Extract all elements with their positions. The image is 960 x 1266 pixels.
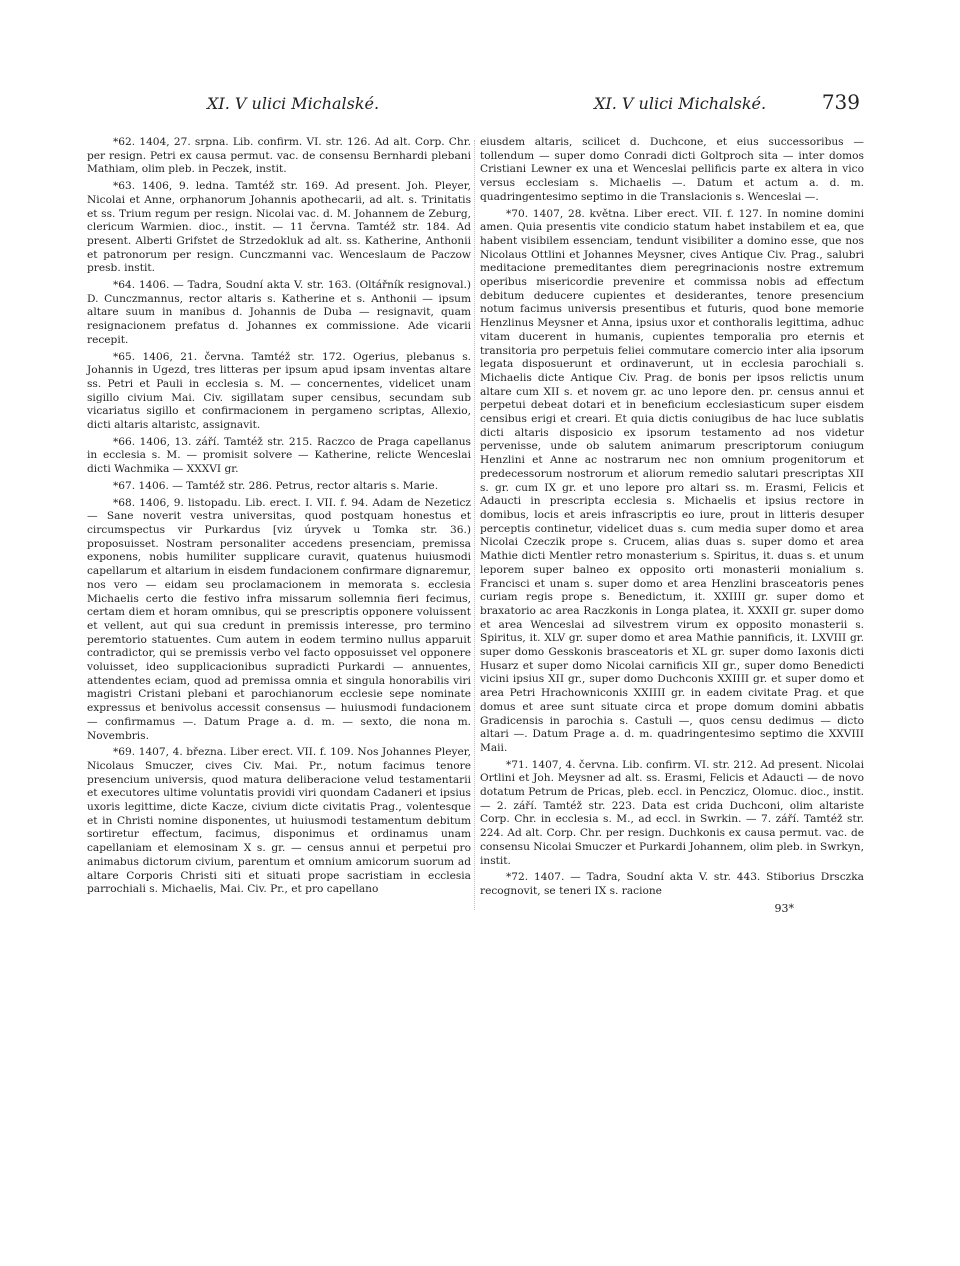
left-running-title: XI. V ulici Michalské. xyxy=(207,94,380,113)
entry-65: *65. 1406, 21. června. Tamtéž str. 172. Ogerius, plebanus s. Johannis in Ugezd, tres litteras per ipsum apud ipsam inventas altare ss. Petri et Pauli in ecclesia s. M. — concernentes, videlicet unam sigillo civium Mai. Civ. sigillatam super censibus, secundam sub vicariatus sigillo et confirmacionem in pergameno scriptas, Allexio, dicti altaris altaristc, assignavit. xyxy=(87,350,471,432)
entry-63: *63. 1406, 9. ledna. Tamtéž str. 169. Ad present. Joh. Pleyer, Nicolai et Anne, orphanorum Johannis apothecarii, ad alt. s. Trinitatis et ss. Trium regum per resign. Nicolai vac. d. M. Johannem de Zeburg, clericum Warmien. dioc., instit. — 11 června. Tamtéž str. 184. Ad present. Alberti Grifstet de Strzedokluk ad alt. ss. Katherine, Anthonii et patronorum per resign. Cunczmanni vac. Wenceslaum de Paczow presb. instit. xyxy=(87,180,471,275)
column-divider xyxy=(474,140,475,910)
page-number: 739 xyxy=(821,90,860,114)
entry-71: *71. 1407, 4. června. Lib. confirm. VI. str. 212. Ad present. Nicolai Ortlini et Joh. Meysner ad alt. ss. Erasmi, Felicis et Adaucti — de novo dotatum Petrum de Pricas, pleb. eccl. in Penczicz, Olomuc. dioc., instit. — 2. září. Tamtéž str. 223. Data est crida Duchconi, olim altariste Corp. Chr. in ecclesia s. M., ad eccl. in Swrkin. — 7. září. Tamtéž str. 224. Ad alt. Corp. Chr. per resign. Duchkonis ex causa permut. vac. de consensu Nicolai Smuczer et Purkardi Johannem, olim pleb. in Swrkyn, instit. xyxy=(480,758,864,867)
entry-62: *62. 1404, 27. srpna. Lib. confirm. VI. str. 126. Ad alt. Corp. Chr. per resign. Petri ex causa permut. vac. de consensu Bernhardi plebani Mathiam, olim pleb. in Peczek, instit. xyxy=(87,136,471,176)
entry-72: *72. 1407. — Tadra, Soudní akta V. str. 443. Stiborius Drsczka recognovit, se teneri IX s. racione xyxy=(480,871,864,897)
entry-67: *67. 1406. — Tamtéž str. 286. Petrus, rector altaris s. Marie. xyxy=(113,479,439,492)
right-text-column xyxy=(480,136,864,915)
running-header xyxy=(80,90,860,120)
entry-64: *64. 1406. — Tadra, Soudní akta V. str. 163. (Oltářník resignoval.) D. Cunczmannus, rector altaris s. Katherine et s. Anthonii — ipsum altare suum in manibus d. Johannis de Duba — resignavit, quam resignacionem prefatus d. Johannes ex commissione. Ade vicarii recepit. xyxy=(87,279,471,346)
right-running-title: XI. V ulici Michalské. xyxy=(594,94,767,113)
entry-66: *66. 1406, 13. září. Tamtéž str. 215. Raczco de Praga capellanus in ecclesia s. M. — promisit solvere — Katherine, relicte Wenceslai dicti Wachmika — XXXVI gr. xyxy=(87,435,471,476)
entry-69: *69. 1407, 4. března. Liber erect. VII. f. 109. Nos Johannes Pleyer, Nicolaus Smuczer, cives Civ. Mai. Pr., notum facimus tenore presencium universis, quod matura deliberacione velud testamentarii et executores ultime voluntatis providi viri quondam Cadaneri et ipsius uxoris legittime, dicte Kacze, civium dicte civitatis Prag., volentesque et in Christi nomine disponentes, ut huiusmodi testamentum debitum sortiretur effectum, facimus, disponimus et ordinamus unam capellaniam et elemosinam X s. gr. — census annui et perpetui pro animabus dictorum civium, parentum et omnium amicorum suorum ad altare Corporis Christi siti et situati prope sacristiam in ecclesia parrochiali s. Michaelis, Mai. Civ. Pr., et pro capellano xyxy=(87,746,471,896)
signature-mark: 93* xyxy=(774,901,794,915)
left-text-column xyxy=(87,136,471,900)
entry-70: *70. 1407, 28. května. Liber erect. VII. f. 127. In nomine domini amen. Quia presentis vite condicio statum habet instabilem et ea, que habent visibilem essenciam, tendunt visibiliter a domino esse, que nos Nicolaus Ottlini et Johannes Meysner, cives Antique Civ. Prag., salubri meditacione premeditantes diem peregrinacionis nostre extremum operibus misericordie prevenire et commissa nobis ad effectum debitum deducere cupientes et desiderantes, tenore presencium notum facimus universis presentibus et futuris, quod bone memorie Henzlinus Meysner et Anna, ipsius uxor et conthoralis legittima, adhuc vitam ducerent in humanis, cupientes temporalia pro eternis et transitoria pro perpetuis feliei commutare comercio inter alia ipsorum legata disposuerunt et ordinaverunt, ut in ecclesia parochiali s. Michaelis dicte Antique Civ. Prag. de bonis per ipsos relictis unum altare cum XII s. et novem gr. ac uno lepore den. pr. census annui et perpetui debeat dotari et in beneficium ecclesiasticum super eisdem censibus erigi et creari. Et quia dictis coniugibus de hac luce sublatis dicti altaris disposicio ex ipsorum testamento ad nos videtur pervenisse, unde ob salutem animarum prescriptorum coniugum Henzlini et Anne ac nostrarum nec non omnium progenitorum et predecessorum nostrorum et aliorum remedio salutari prescriptas XII s. gr. cum IX gr. et uno lepore pro altari ss. m. Erasmi, Felicis et Adaucti in prescripta ecclesia s. Michaelis et ipsius rectore in domibus, locis et areis infrascriptis eo iure, prout in litteris desuper perceptis continetur, videlicet duas s. cum media super domo et area Nicolai Czeczik prope s. Crucem, alias duas s. super domo et area Mathie dicti Mentler retro monasterium s. Spiritus, it. duas s. et unum leporem super balneo ex opposito orti monasterii monialium s. Francisci et unam s. super domo et area Henzlini brasceatoris penes curiam regis prope s. Benedictum, it. XXIIII gr. super domo et braxatorio ac area Raczkonis in Longa platea, it. XXXII gr. super domo et area Wenceslai ad silvestrem virum ex opposito monasterii s. Spiritus, it. XLV gr. super domo et area Mathie pannificis, it. LXVIII gr. super domo Gesskonis brasceatoris et XL gr. super domo Iaxonis dicti Husarz et super domo Nicolai carnificis XII gr., super domo Benedicti vicini ipsius XII gr., super domo Duchconis XXIIII gr. et super domo et area Petri Hrachowniconis XXIIII gr. in eadem civitate Prag. et que domus et aree sunt situate circa et prope domum domini abbatis Gradicensis in parochia s. Castuli —, quos censu dedimus — dicto altari —. Datum Prage a. d. m. quadringentesimo septimo die XXVIII Maii. xyxy=(480,207,864,754)
entry-68: *68. 1406, 9. listopadu. Lib. erect. I. VII. f. 94. Adam de Nezeticz — Sane noverit vestra universitas, quod postquam honestus et circumspectus vir Purkardus [viz úryvek u Tomka str. 36.) proposuisset. Nostram personaliter accedens presenciam, premissa exponens, nobis humiliter supplicare curavit, quatenus huiusmodi capellarum et altarium in eisdem fundacionem confirmare dignaremur, nos vero — eidam seu proclamacionem in memorata s. ecclesia Michaelis certo die festivo infra missarum sollemnia fieri fecimus, certam diem et horam omnibus, qui se prescriptis opponere voluissent et vellent, aut qui sua credunt in premissis interesse, pro termino peremtorio statuentes. Cum autem in eodem termino nullus apparuit contradictor, qui se premissis verbo vel facto opposuisset vel opponere voluisset, ideo supplicacionibus supradicti Purkardi — annuentes, attendentes eciam, quod ad premissa omnia et singula honorabilis viri magistri Cristani plebani et parochianorum ecclesie sepe nominate expressus et benivolus accessit consensus — huiusmodi fundacionem — confirmamus —. Datum Prage a. d. m. — sexto, die nona m. Novembris. xyxy=(87,496,471,742)
entry-69-continued: eiusdem altaris, scilicet d. Duchcone, et eius successoribus — tollendum — super domo Conradi dicti Goltproch sita — inter domos Cristiani Lewner ex una et Wenceslai pellificis parte ex altera in vico versus ecclesiam s. Michaelis —. Datum et actum a. d. m. quadringentesimo septimo in die Translacionis s. Wenceslai —. xyxy=(480,136,864,203)
